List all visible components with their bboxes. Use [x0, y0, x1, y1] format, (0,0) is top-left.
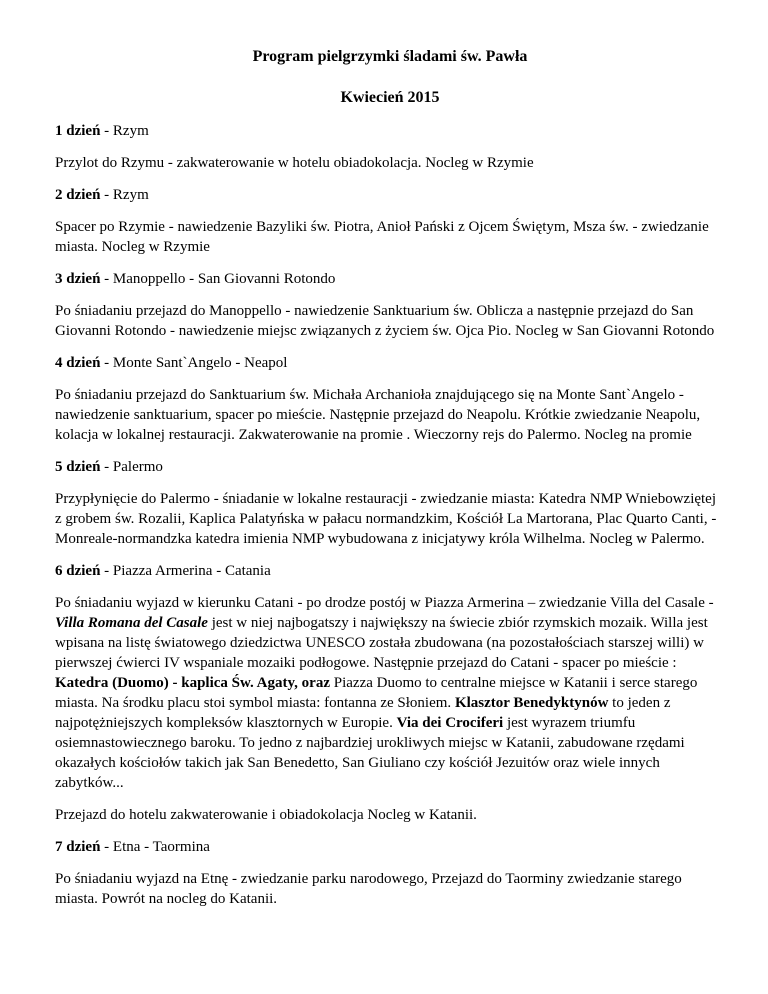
- day-label: 7 dzień: [55, 839, 101, 855]
- day-label: 4 dzień: [55, 355, 101, 371]
- desc-text: Piazza Duomo to centralne miejsce w Katanii i serce starego miasta. Na środku placu stoi symbol miasta: fontanna ze Słoniem.: [55, 675, 698, 711]
- day-description: Przejazd do hotelu zakwaterowanie i obiadokolacja Nocleg w Katanii.: [55, 807, 477, 823]
- day-label: 2 dzień: [55, 187, 101, 203]
- day-description: Spacer po Rzymie - nawiedzenie Bazyliki św. Piotra, Anioł Pański z Ojcem Świętym, Msza św. - zwiedzanie miasta. Nocleg w Rzymie: [55, 219, 709, 255]
- day-heading: [55, 269, 725, 289]
- desc-highlight: Villa Romana del Casale: [55, 615, 208, 631]
- day-place: - Etna - Taormina: [100, 839, 210, 855]
- day-heading: [55, 837, 725, 857]
- day-description: Po śniadaniu przejazd do Sanktuarium św. Michała Archanioła znajdującego się na Monte Sant`Angelo - nawiedzenie sanktuarium, spacer po mieście. Następnie przejazd do Neapolu. Krótkie zwiedzanie Neapolu, kolacja w lokalnej restauracji. Zakwaterowanie na promie . Wieczorny rejs do Palermo. Nocleg na promie: [55, 387, 701, 443]
- day-place: - Palermo: [100, 459, 163, 475]
- day-description: Po śniadaniu przejazd do Manoppello - nawiedzenie Sanktuarium św. Oblicza a następnie przejazd do San Giovanni Rotondo - nawiedzenie miejsc związanych z życiem św. Ojca Pio. Nocleg w San Giovanni Rotondo: [55, 303, 715, 339]
- desc-highlight: Klasztor Benedyktynów: [454, 695, 609, 711]
- itinerary: [55, 121, 725, 921]
- day-place: - Monte Sant`Angelo - Neapol: [100, 355, 288, 371]
- day-place: - Manoppello - San Giovanni Rotondo: [100, 271, 336, 287]
- day-heading: [55, 185, 725, 205]
- day-description: Przypłynięcie do Palermo - śniadanie w lokalne restauracji - zwiedzanie miasta: Katedra NMP Wniebowziętej z grobem św. Rozalii, Kaplica Palatyńska w pałacu normandzkim, Kościół La Martorana, Plac Quarto Canti, - Monreale-normandzka katedra imienia NMP wybudowana z inicjatywy króla Wilhelma. Nocleg w Palermo.: [55, 491, 717, 547]
- document-subtitle: Kwiecień 2015: [340, 89, 440, 106]
- day-label: 6 dzień: [55, 563, 101, 579]
- document-title: Program pielgrzymki śladami św. Pawła: [252, 48, 528, 65]
- day-description: Po śniadaniu wyjazd na Etnę - zwiedzanie parku narodowego, Przejazd do Taorminy zwiedzanie starego miasta. Powrót na nocleg do Katanii.: [55, 871, 682, 907]
- day-heading: [55, 353, 725, 373]
- desc-text: to jeden z najpotężniejszych kompleksów klasztornych w Europie.: [55, 695, 671, 731]
- day-heading: [55, 121, 725, 141]
- desc-text: Po śniadaniu wyjazd w kierunku Catani - po drodze postój w Piazza Armerina – zwiedzanie Villa del Casale -: [55, 595, 714, 611]
- day-label: 1 dzień: [55, 123, 101, 139]
- day-heading: [55, 561, 725, 581]
- desc-text: jest w niej najbogatszy i największy na świecie zbiór rzymskich mozaik. Willa jest wpisana na listę światowego dziedzictwa UNESCO została zbudowana (na pozostałościach starszej willi) w pierwszej ćwierci IV wspaniale mozaiki podłogowe. Następnie przejazd do Catani - spacer po mieście :: [55, 615, 708, 671]
- day-place: - Rzym: [100, 123, 149, 139]
- day-description: Przylot do Rzymu - zakwaterowanie w hotelu obiadokolacja. Nocleg w Rzymie: [55, 155, 534, 171]
- day-label: 3 dzień: [55, 271, 101, 287]
- desc-highlight: Via dei Crociferi: [396, 715, 504, 731]
- day-place: - Rzym: [100, 187, 149, 203]
- desc-text: jest wyrazem triumfu osiemnastowiecznego baroku. To jedno z najbardziej urokliwych miejsc w Katanii, zabudowane rzędami okazałych kościołów takich jak San Benedetto, San Giuliano czy kościół Jezuitów oraz wiele innych zabytków...: [55, 715, 685, 791]
- desc-highlight: Katedra (Duomo) - kaplica Św. Agaty, oraz: [55, 675, 330, 691]
- day-label: 5 dzień: [55, 459, 101, 475]
- day-place: - Piazza Armerina - Catania: [100, 563, 271, 579]
- day-heading: [55, 457, 725, 477]
- day-description: [55, 593, 725, 793]
